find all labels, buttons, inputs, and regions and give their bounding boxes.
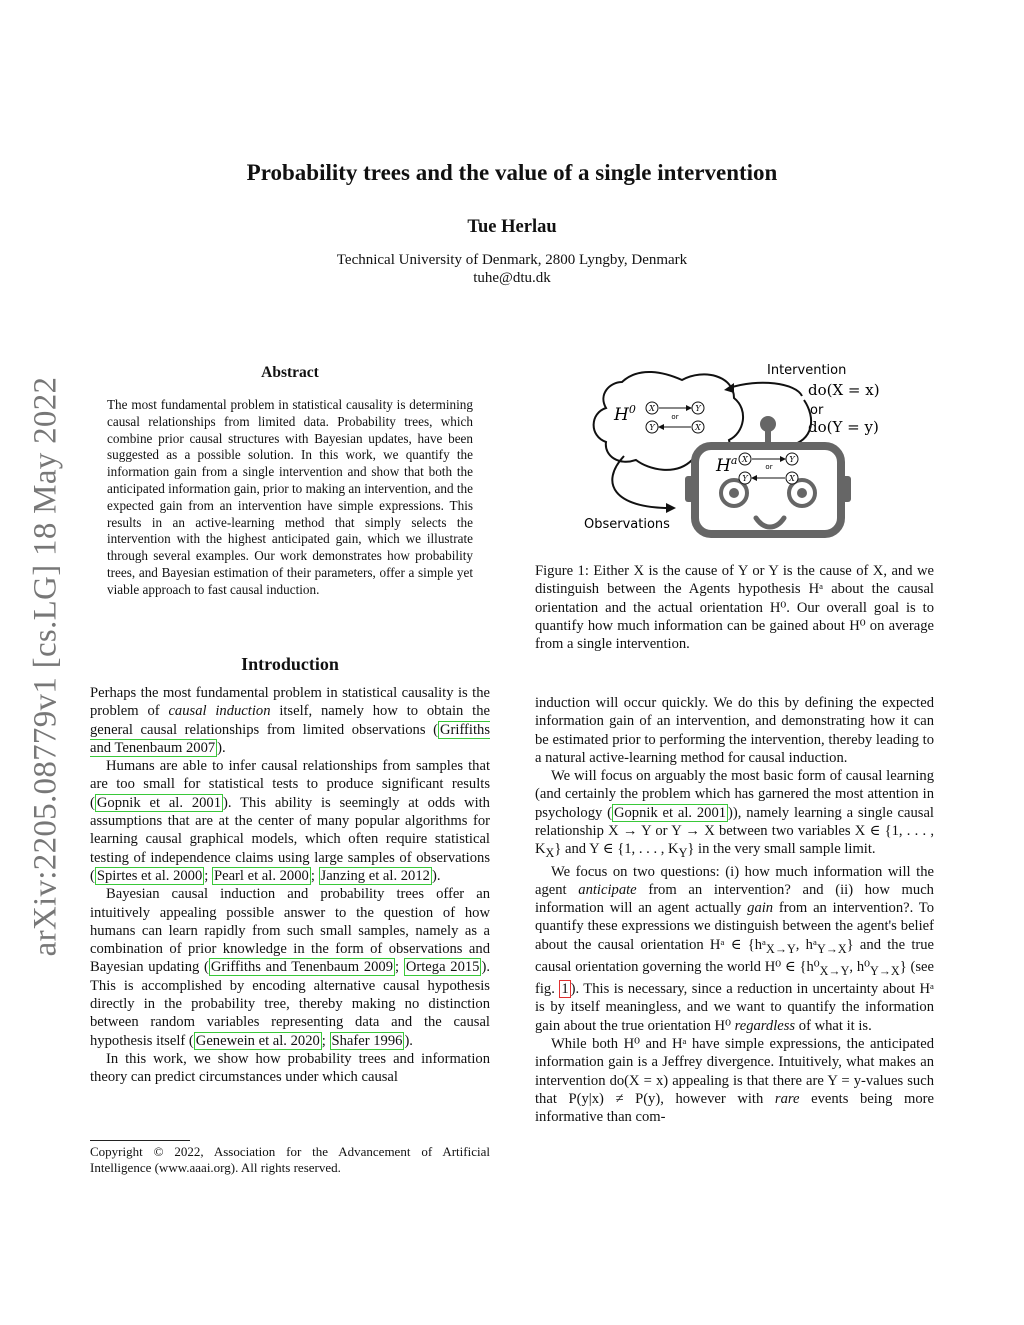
citation-link[interactable]: Pearl et al. 2000 bbox=[213, 867, 309, 884]
svg-text:X: X bbox=[789, 474, 795, 483]
introduction-left-column bbox=[90, 684, 490, 1087]
ha-label: $H^a$ bbox=[716, 454, 738, 476]
citation-link[interactable]: Griffiths and Tenenbaum 2009 bbox=[210, 959, 394, 976]
affiliation-block bbox=[0, 251, 1024, 287]
right-paragraph-2: We will focus on arguably the most basic form of causal learning (and certainly the problem which has garnered the most attention in psychology ( Gopnik et al. 2001 )), namely learning a single causal relationship X → Y or Y → X between two variables X ∈ {1, . . . , $K_X$} and Y ∈ {1, . . . , $K_Y$} in the very small sample limit. bbox=[535, 768, 934, 861]
intro-paragraph-3: Bayesian causal induction and probability trees offer an intuitively appealing possible answer to the question of how humans can learn rapidly from such small samples, namely as a combination of prior knowledge in the form of observations and Bayesian updating ( Griffiths and Tenenbaum 2009 ; Ortega 2015 ). This is accomplished by encoding alternative causal hypothesis directly in the probability tree, thereby making no distinction between random variables representing data and the causal hypothesis itself ( Genewein et al. 2020 ; Shafer 1996 ). bbox=[90, 886, 490, 1049]
introduction-heading: Introduction bbox=[241, 654, 339, 674]
right-paragraph-1: induction will occur quickly. We do this by defining the expected information gain of an intervention, and demonstrating how it can be estimated prior to performing the intervention, thereby leading to a natural active-learning method for causal induction. bbox=[535, 695, 934, 766]
author-name: Tue Herlau bbox=[467, 217, 557, 237]
right-column bbox=[535, 694, 934, 1127]
do-x-label: do(X = x) bbox=[808, 381, 880, 399]
intro-paragraph-4: In this work, we show how probability trees and information theory can predict circumstances under which causal bbox=[90, 1050, 490, 1086]
author-email: tuhe@dtu.dk bbox=[473, 270, 551, 286]
citation-link[interactable]: Shafer 1996 bbox=[331, 1032, 403, 1049]
svg-text:X: X bbox=[695, 423, 701, 432]
intervention-label: Intervention bbox=[767, 363, 847, 378]
figure-1-diagram bbox=[584, 358, 914, 538]
right-paragraph-3: We focus on two questions: (i) how much information will the agent anticipate from an intervention? and (ii) how much information will an agent actually gain from an intervention?. To quantify these expressions we distinguish between the agent's belief about the causal orientation Hᵃ ∈ {hᵃ$_{X\to Y}$, hᵃ$_{Y\to X}$} and the true causal orientation governing the world H⁰ ∈ {$h^0_{X\to Y}$, $h^0_{Y\to X}$} (see fig. 1 ). This is necessary, since a reduction in uncertainty about Hᵃ is by itself meaningless, and we want to quantify the information gain about the true orientation H⁰ regardless of what it is. bbox=[535, 863, 935, 1034]
observations-label: Observations bbox=[584, 517, 670, 532]
citation-link[interactable]: Gopnik et al. 2001 bbox=[96, 794, 222, 811]
svg-text:X: X bbox=[649, 404, 655, 413]
citation-link[interactable]: Spirtes et al. 2000 bbox=[96, 867, 203, 884]
citation-link[interactable]: Janzing et al. 2012 bbox=[320, 867, 430, 884]
svg-text:Y: Y bbox=[649, 423, 655, 432]
figure-ref-link[interactable]: 1 bbox=[561, 981, 569, 998]
right-paragraph-4: While both H⁰ and Hᵃ have simple expressions, the anticipated information gain is a Jeffrey divergence. Intuitively, what makes an intervention do(X = x) appealing is that there are Y = y-values such that P(y|x) ≠ P(y), however with rare events being more informative than com- bbox=[535, 1036, 935, 1126]
or-label: or bbox=[810, 403, 824, 418]
arxiv-stamp: arXiv:2205.08779v1 [cs.LG] 18 May 2022 bbox=[27, 376, 64, 957]
svg-text:X: X bbox=[742, 455, 748, 464]
abstract-text: The most fundamental problem in statistical causality is determining causal relationships from limited data. Probability trees, which combine prior causal structures with Bayesian updates, have been suggested as a possible solution. In this work, we quantify the information gain from a single intervention and show that both the anticipated information gain, prior to making an intervention, and the expected gain from an intervention have simple expressions. This results in an active-learning method that simply selects the intervention with the highest anticipated gain, which we illustrate through several examples. Our work demonstrates how probability trees, and Bayesian estimation of their parameters, offer a simple yet viable approach to fast causal induction. bbox=[107, 397, 473, 597]
citation-link[interactable]: Gopnik et al. 2001 bbox=[613, 804, 727, 821]
h0-label: $H^0$ bbox=[614, 403, 636, 425]
svg-text:or: or bbox=[671, 413, 679, 421]
svg-text:or: or bbox=[765, 463, 773, 471]
footnote-rule bbox=[90, 1140, 190, 1141]
citation-link[interactable]: Ortega 2015 bbox=[405, 959, 480, 976]
svg-text:Y: Y bbox=[695, 404, 701, 413]
paper-title: Probability trees and the value of a single intervention bbox=[246, 160, 778, 185]
svg-text:Y: Y bbox=[742, 474, 748, 483]
affiliation: Technical University of Denmark, 2800 Lyngby, Denmark bbox=[336, 252, 688, 268]
intro-paragraph-2: Humans are able to infer causal relationships from samples that are too small for statistical tests to produce significant results ( Gopnik et al. 2001 ). This ability is seemingly at odds with assumptions that are at the center of many popular algorithms for learning causal graphical models, which often require statistical testing of independence claims using large samples of observations ( Spirtes et al. 2000 ; Pearl et al. 2000 ; Janzing et al. 2012 ). bbox=[90, 758, 490, 884]
intervention-arrow bbox=[729, 383, 802, 396]
copyright-footnote: Copyright © 2022, Association for the Advancement of Artificial Intelligence (www.aaai.org). All rights reserved. bbox=[90, 1144, 490, 1176]
svg-text:Y: Y bbox=[789, 455, 795, 464]
citation-link[interactable]: Genewein et al. 2020 bbox=[195, 1032, 320, 1049]
abstract-heading: Abstract bbox=[261, 364, 319, 381]
do-y-label: do(Y = y) bbox=[808, 418, 879, 436]
intro-paragraph-1: Perhaps the most fundamental problem in statistical causality is the problem of causal induction itself, namely how to obtain the general causal relationships from limited observations ( Griffiths and Tenenbaum 2007 ). bbox=[90, 685, 490, 756]
citation-link[interactable]: Griffiths and Tenenbaum 2007 bbox=[90, 721, 490, 756]
figure-1-caption: Figure 1: Either X is the cause of Y or Y is the cause of X, and we distinguish between the Agents hypothesis Hᵃ about the causal orientation and the actual orientation H⁰. Our overall goal is to quantify how much information can be gained about H⁰ on average from a single intervention. bbox=[535, 563, 934, 653]
